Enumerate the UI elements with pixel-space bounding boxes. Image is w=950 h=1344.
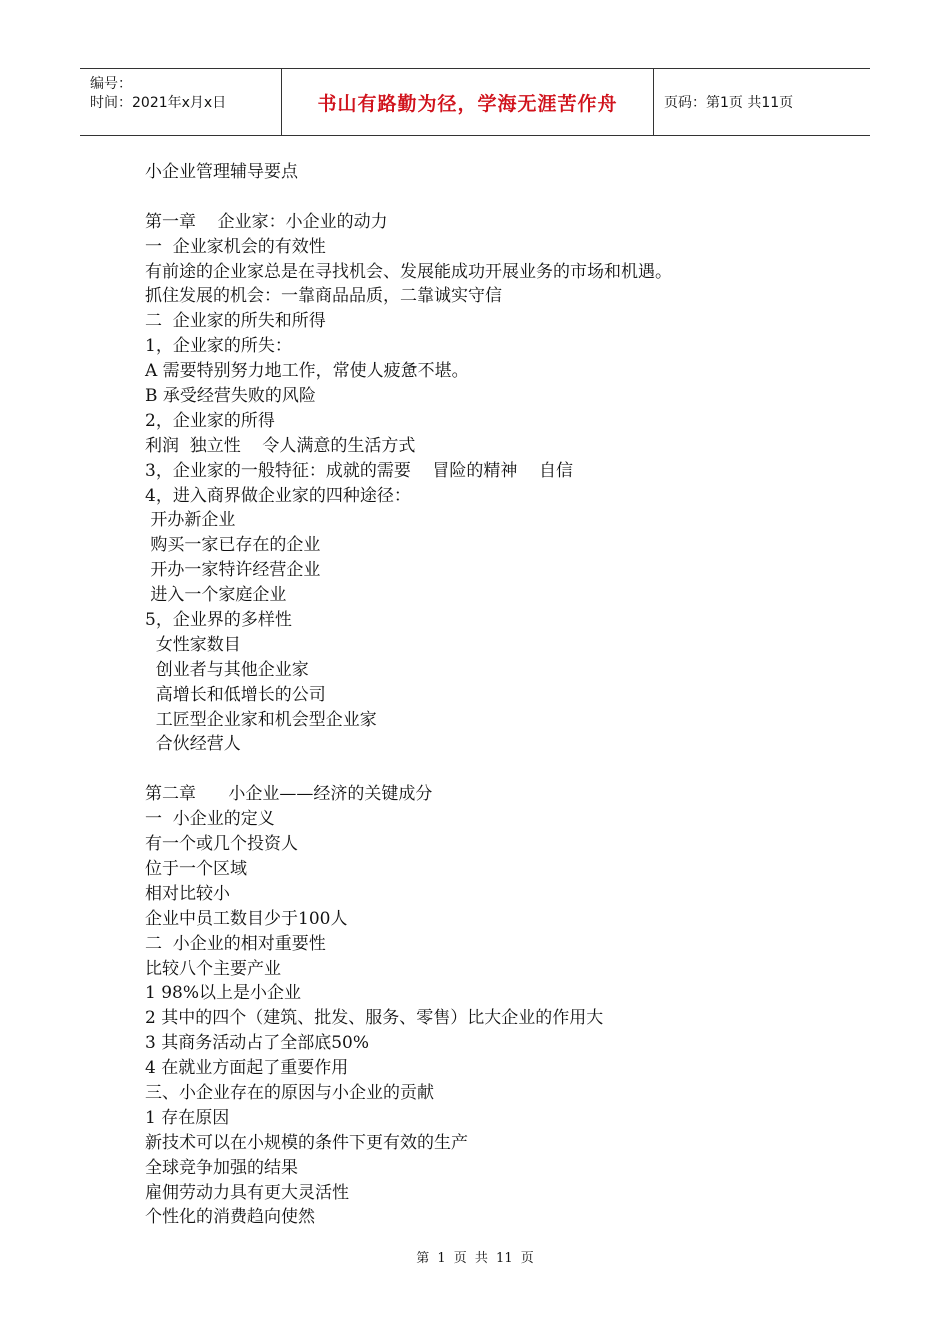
text-line xyxy=(145,185,845,210)
text-line: 全球竞争加强的结果 xyxy=(145,1157,298,1178)
time-label: 时间：2021年x月x日 xyxy=(90,95,227,111)
text-line: 抓住发展的机会：一靠商品品质，二靠诚实守信 xyxy=(145,286,502,307)
text-line: 5，企业界的多样性 xyxy=(145,610,292,631)
text-line: 购买一家已存在的企业 xyxy=(145,535,321,556)
text-line: 有一个或几个投资人 xyxy=(145,834,298,855)
text-line: 2，企业家的所得 xyxy=(145,410,275,431)
text-line: 开办新企业 xyxy=(145,510,236,531)
text-line: 三、小企业存在的原因与小企业的贡献 xyxy=(145,1082,434,1103)
text-line: 一 小企业的定义 xyxy=(145,809,275,830)
text-line: 企业中员工数目少于100人 xyxy=(145,908,348,929)
header-meta xyxy=(80,69,282,135)
page-header xyxy=(80,68,870,136)
text-line: 1 存在原因 xyxy=(145,1107,230,1128)
text-line: 进入一个家庭企业 xyxy=(145,585,287,606)
text-line: B 承受经营失败的风险 xyxy=(145,386,316,407)
text-line: 有前途的企业家总是在寻找机会、发展能成功开展业务的市场和机遇。 xyxy=(145,261,672,282)
document-body xyxy=(145,160,845,1230)
text-line: 利润 独立性 令人满意的生活方式 xyxy=(145,435,416,456)
text-line: 2 其中的四个（建筑、批发、服务、零售）比大企业的作用大 xyxy=(145,1008,604,1029)
text-line: 二 小企业的相对重要性 xyxy=(145,933,326,954)
text-line: 个性化的消费趋向使然 xyxy=(145,1207,315,1228)
text-line: 1，企业家的所失： xyxy=(145,336,292,357)
text-line: 雇佣劳动力具有更大灵活性 xyxy=(145,1182,349,1203)
page-footer: 第 1 页 共 11 页 xyxy=(416,1251,534,1266)
text-line: 高增长和低增长的公司 xyxy=(145,684,326,705)
text-line: 比较八个主要产业 xyxy=(145,958,281,979)
text-line: 工匠型企业家和机会型企业家 xyxy=(145,709,377,730)
text-line: 4，进入商界做企业家的四种途径： xyxy=(145,485,411,506)
text-line: 位于一个区域 xyxy=(145,858,247,879)
text-line: 新技术可以在小规模的条件下更有效的生产 xyxy=(145,1132,468,1153)
text-line: 第二章 小企业——经济的关键成分 xyxy=(145,784,433,805)
header-motto-cell xyxy=(282,69,654,135)
text-line: 小企业管理辅导要点 xyxy=(145,162,298,182)
header-page-info: 页码：第1页 共11页 xyxy=(664,95,794,111)
number-label: 编号： xyxy=(90,76,132,92)
text-line: 一 企业家机会的有效性 xyxy=(145,236,326,257)
text-line xyxy=(145,757,845,782)
text-line: 1 98%以上是小企业 xyxy=(145,983,302,1004)
text-line: 创业者与其他企业家 xyxy=(145,659,309,680)
text-line: 3 其商务活动占了全部底50% xyxy=(145,1033,370,1054)
text-line: 相对比较小 xyxy=(145,883,230,904)
text-line: 开办一家特许经营企业 xyxy=(145,560,321,581)
text-line: 二 企业家的所失和所得 xyxy=(145,311,326,332)
text-line: 3，企业家的一般特征：成就的需要 冒险的精神 自信 xyxy=(145,460,574,481)
text-line: 4 在就业方面起了重要作用 xyxy=(145,1058,349,1079)
text-line: 第一章 企业家：小企业的动力 xyxy=(145,211,388,232)
text-line: 合伙经营人 xyxy=(145,734,241,755)
text-line: A 需要特别努力地工作，常使人疲惫不堪。 xyxy=(145,361,469,382)
text-line: 女性家数目 xyxy=(145,634,241,655)
header-motto: 书山有路勤为径，学海无涯苦作舟 xyxy=(317,92,618,115)
